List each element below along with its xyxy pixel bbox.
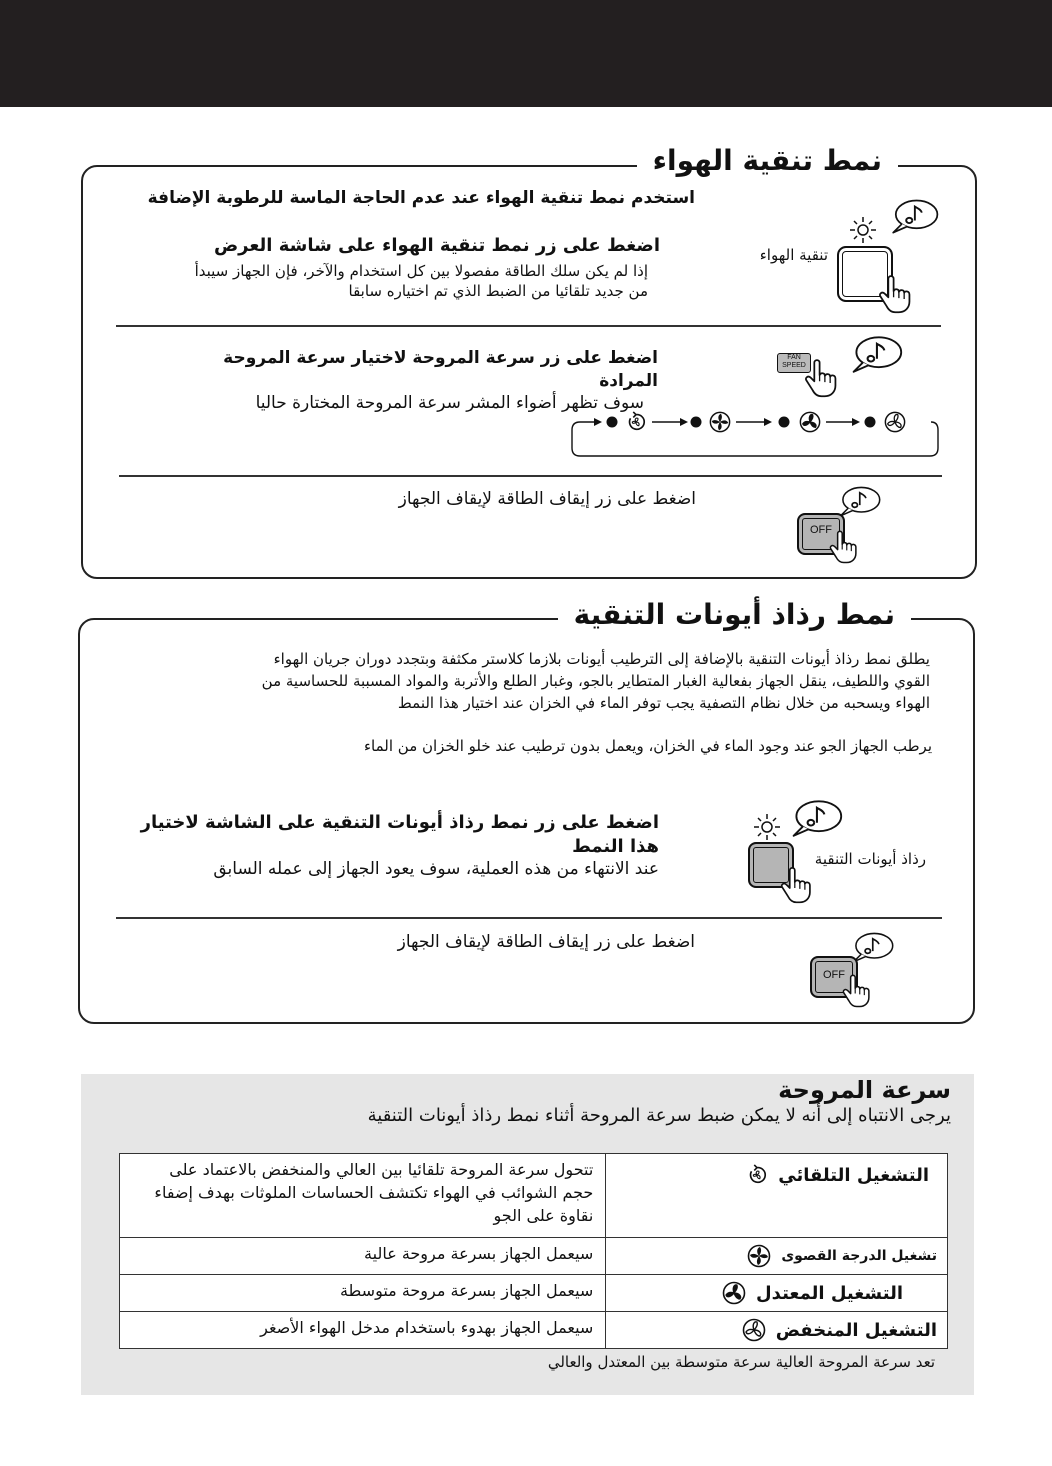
- fan-speed-table: [119, 1153, 948, 1349]
- fan-speed-footnote: تعد سرعة المروحة العالية سرعة متوسطة بين المعتدل والعالي: [547, 1353, 935, 1371]
- low-mode-name: التشغيل المنخفض: [775, 1319, 937, 1341]
- max-mode-desc: [120, 1238, 606, 1275]
- desc-line: نقاوة على الجو: [493, 1206, 594, 1225]
- fan-label: FAN: [787, 354, 801, 361]
- ion-mist-title: نمط رذاذ أيونات التنقية: [558, 598, 911, 631]
- air-purify-step1-note-2: من جديد تلقائيا من الضبط الذي تم اختياره سابقا: [348, 282, 648, 300]
- air-purify-button-label: تنقية الهواء: [759, 246, 828, 264]
- desc-line: سيعمل الجهاز بسرعة مروحة عالية: [364, 1244, 594, 1263]
- air-purify-intro: استخدم نمط تنقية الهواء عند عدم الحاجة الماسة للرطوبة الإضافة: [147, 188, 695, 208]
- max-indicator-dot: [691, 417, 702, 428]
- fan-speed-step-note: سوف تظهر أضواء المشر سرعة المروحة المختارة حاليا: [255, 393, 644, 413]
- ion-mist-para1-line3: الهواء ويسحبه من خلال نظام التصفية يجب توفر الماء في الخزان عند اختيار هذا النمط: [397, 694, 930, 712]
- hand-press-icon: [838, 970, 880, 1008]
- medium-mode-desc: [120, 1275, 606, 1312]
- ion-mist-step1-heading-1: اضغط على زر نمط رذاذ أيونات التنقية على الشاشة لاختيار: [140, 812, 659, 833]
- hand-press-icon: [873, 270, 923, 314]
- desc-line: سيعمل الجهاز بهدوء باستخدام مدخل الهواء الأصغر: [260, 1318, 594, 1337]
- indicator-light-icon: [752, 812, 782, 842]
- air-purify-step1-heading: اضغط على زر نمط تنقية الهواء على شاشة العرض: [213, 235, 660, 256]
- off-button[interactable]: OFF: [797, 513, 845, 555]
- off-button-2[interactable]: OFF: [810, 956, 858, 998]
- ion-mist-para1-line1: يطلق نمط رذاذ أيونات التنقية بالإضافة إلى الترطيب أيونات بلازما كلاستر مكثفة وبتجدد دوران جريان الهواء: [273, 650, 930, 668]
- ion-mist-para1-line2: القوي واللطيف، ينقل الجهاز بفعالية الغبار المتطاير بالجو، وغبار الطلع والأتربة والمواد المسببة للحساسية من: [261, 672, 930, 690]
- desc-line: تتحول سرعة المروحة تلقائيا بين العالي والمنخفض بالاعتماد على: [169, 1160, 594, 1179]
- low-indicator-dot: [865, 417, 876, 428]
- fan-speed-title: سرعة المروحة: [778, 1076, 951, 1104]
- auto-mode-name-cell: [606, 1154, 948, 1238]
- hand-press-icon: [800, 354, 848, 398]
- sound-bubble-icon: [788, 798, 844, 840]
- medium-mode-name: التشغيل المعتدل: [756, 1282, 903, 1304]
- speed-label: SPEED: [782, 362, 806, 369]
- ion-mist-step1-heading-2: هذا النمط: [572, 836, 659, 857]
- divider: [119, 475, 942, 477]
- desc-line: سيعمل الجهاز بسرعة مروحة متوسطة: [339, 1281, 594, 1300]
- divider: [116, 325, 941, 327]
- ion-mist-step1-note: عند الانتهاء من هذه العملية، سوف يعود الجهاز إلى عمله السابق: [213, 859, 659, 879]
- off-step-text: اضغط على زر إيقاف الطاقة لإيقاف الجهاز: [398, 489, 696, 509]
- fan-speed-step-heading-2: المرادة: [599, 371, 658, 391]
- auto-indicator-dot: [607, 417, 618, 428]
- fan-medium-icon: [722, 1281, 746, 1305]
- table-row: [120, 1238, 948, 1275]
- fan-low-icon: [742, 1318, 766, 1342]
- ion-mist-button-label: رذاذ أيونات التنقية: [814, 850, 926, 868]
- table-row: [120, 1312, 948, 1349]
- indicator-light-icon: [848, 215, 878, 245]
- auto-mode-desc: [120, 1154, 606, 1238]
- cycle-return-line: [572, 422, 938, 456]
- air-purify-title: نمط تنقية الهواء: [637, 144, 898, 177]
- sound-bubble-icon: [848, 334, 904, 376]
- max-mode-name: تشغيل الدرجة القصوى: [781, 1248, 937, 1264]
- auto-fan-icon: [746, 1164, 768, 1186]
- low-mode-name-cell: [606, 1312, 948, 1349]
- divider: [116, 917, 942, 919]
- max-mode-name-cell: [606, 1238, 948, 1275]
- off-step-text-2: اضغط على زر إيقاف الطاقة لإيقاف الجهاز: [397, 932, 695, 952]
- fan-speed-cycle-diagram: [566, 406, 942, 460]
- air-purify-step1-note-1: إذا لم يكن سلك الطاقة مفصولا بين كل استخدام والآخر، فإن الجهاز سيبدأ: [194, 262, 648, 280]
- sound-bubble-icon: [888, 197, 940, 237]
- header-bar: [0, 0, 1052, 107]
- low-mode-desc: [120, 1312, 606, 1349]
- auto-mode-name: التشغيل التلقائي: [778, 1164, 929, 1186]
- medium-mode-name-cell: [606, 1275, 948, 1312]
- desc-line: حجم الشوائب في الهواء تكتشف الحساسات الملوثات بهدف إضفاء: [154, 1183, 594, 1202]
- medium-indicator-dot: [779, 417, 790, 428]
- fan-speed-subtitle: يرجى الانتباه إلى أنه لا يمكن ضبط سرعة المروحة أثناء نمط رذاذ أيونات التنقية: [367, 1105, 951, 1126]
- hand-press-icon: [825, 526, 867, 564]
- fan-speed-step-heading-1: اضغط على زر سرعة المروحة لاختيار سرعة المروحة: [223, 348, 658, 368]
- fan-max-icon: [747, 1244, 771, 1268]
- table-row: [120, 1275, 948, 1312]
- ion-mist-para2: يرطب الجهاز الجو عند وجود الماء في الخزان، ويعمل بدون ترطيب عند خلو الخزان من الماء: [363, 737, 932, 755]
- table-row: [120, 1154, 948, 1238]
